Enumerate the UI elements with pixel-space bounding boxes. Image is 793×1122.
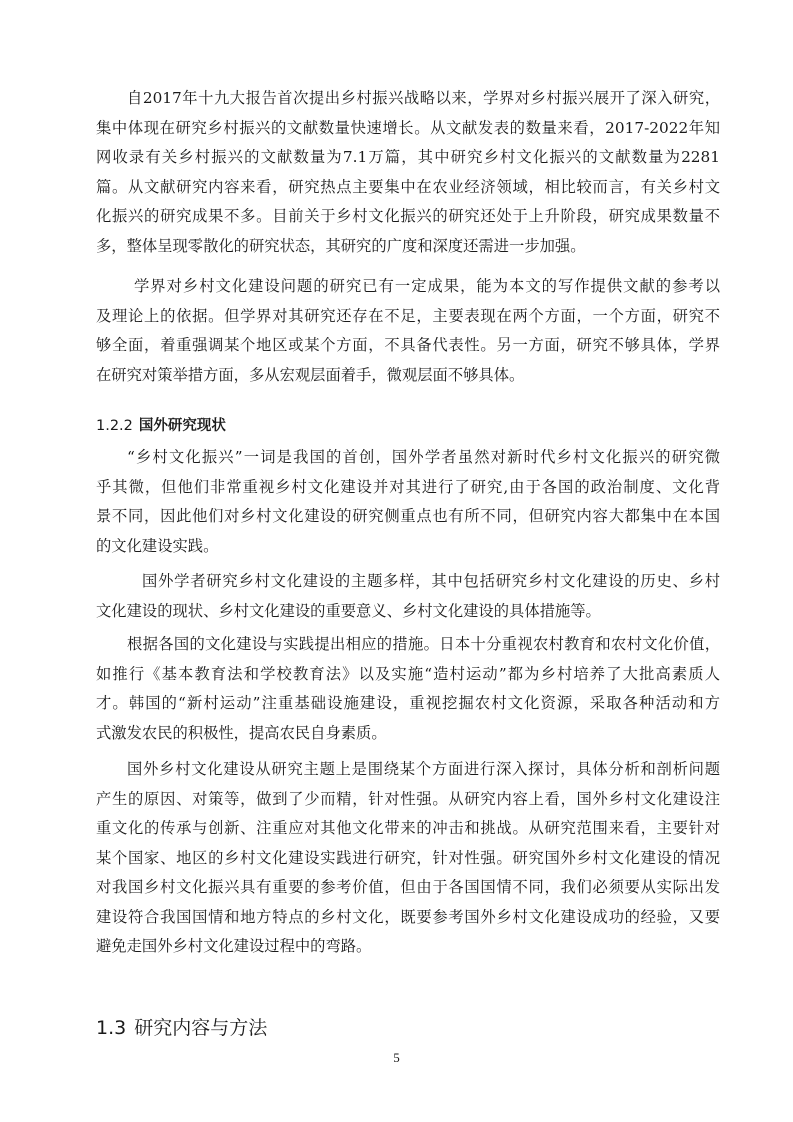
text-line: 乎其微，但他们非常重视乡村文化建设并对其进行了研究,由于各国的政治制度、文化背 [96,477,720,496]
text-line: 够全面，着重强调某个地区或某个方面，不具备代表性。另一方面，研究不够具体，学界 [96,336,720,354]
text-line: 重文化的传承与创新、注重应对其他文化带来的冲击和挑战。从研究范围来看，主要针对 [96,819,720,837]
text-line: 的文化建设实践。 [96,536,219,555]
section-heading-1-2-2 [96,414,226,435]
page-number: 5 [393,1050,400,1065]
text-line: 多，整体呈现零散化的研究状态，其研究的广度和深度还需进一步加强。 [96,236,586,255]
section-heading-1-3 [96,1013,267,1040]
text-line: 如推行《基本教育法和学校教育法》以及实施“造村运动”都为乡村培养了大批高素质人 [96,664,720,683]
paragraph-foreign-research-3 [96,630,720,748]
paragraph-foreign-research-2 [96,567,720,626]
text-line: 国外乡村文化建设从研究主题上是围绕某个方面进行深入探讨，具体分析和剖析问题 [127,760,720,778]
text-line: 化振兴的研究成果不多。目前关于乡村文化振兴的研究还处于上升阶段，研究成果数量不 [96,207,720,225]
paragraph-domestic-research-2 [96,272,720,390]
text-line: 网收录有关乡村振兴的文献数量为7.1万篇，其中研究乡村文化振兴的文献数量为2281 [96,148,720,166]
text-line: 自2017年十九大报告首次提出乡村振兴战略以来，学界对乡村振兴展开了深入研究， [127,89,720,107]
text-line: 在研究对策举措方面，多从宏观层面着手，微观层面不够具体。 [96,365,525,384]
text-line: “乡村文化振兴”一词是我国的首创，国外学者虽然对新时代乡村文化振兴的研究微 [127,448,720,466]
text-line: 文化建设的现状、乡村文化建设的重要意义、乡村文化建设的具体措施等。 [96,601,601,620]
paragraph-domestic-research-1 [96,84,720,261]
text-line: 景不同，因此他们对乡村文化建设的研究侧重点也有所不同，但研究内容大都集中在本国 [96,507,720,525]
text-line: 篇。从文献研究内容来看，研究热点主要集中在农业经济领域，相比较而言，有关乡村文 [96,177,720,196]
text-line: 建设符合我国国情和地方特点的乡村文化，既要参考国外乡村文化建设成功的经验，又要 [96,907,720,926]
text-line: 对我国乡村文化振兴具有重要的参考价值，但由于各国国情不同，我们必须要从实际出发 [96,878,720,896]
section-number: 1.2.2 [96,418,133,434]
text-line: 学界对乡村文化建设问题的研究已有一定成果，能为本文的写作提供文献的参考以 [134,277,720,295]
text-line: 集中体现在研究乡村振兴的文献数量快速增长。从文献发表的数量来看，2017-2022年知 [96,118,720,137]
text-line: 国外学者研究乡村文化建设的主题多样，其中包括研究乡村文化建设的历史、乡村 [142,572,720,590]
section-number: 1.3 [96,1017,127,1039]
text-line: 根据各国的文化建设与实践提出相应的措施。日本十分重视农村教育和农村文化价值， [127,635,720,653]
text-line: 才。韩国的“新村运动”注重基础设施建设，重视挖掘农村文化资源，采取各种活动和方 [96,694,720,712]
paragraph-foreign-research-1 [96,443,720,561]
paragraph-foreign-research-4 [96,755,720,962]
text-line: 及理论上的依据。但学界对其研究还存在不足，主要表现在两个方面，一个方面，研究不 [96,306,720,325]
section-title: 国外研究现状 [138,418,226,434]
text-line: 产生的原因、对策等，做到了少而精，针对性强。从研究内容上看，国外乡村文化建设注 [96,789,720,808]
section-title: 研究内容与方法 [134,1017,268,1039]
text-line: 某个国家、地区的乡村文化建设实践进行研究，针对性强。研究国外乡村文化建设的情况 [96,848,720,867]
text-line: 避免走国外乡村文化建设过程中的弯路。 [96,937,372,955]
text-line: 式激发农民的积极性，提高农民自身素质。 [96,723,387,742]
